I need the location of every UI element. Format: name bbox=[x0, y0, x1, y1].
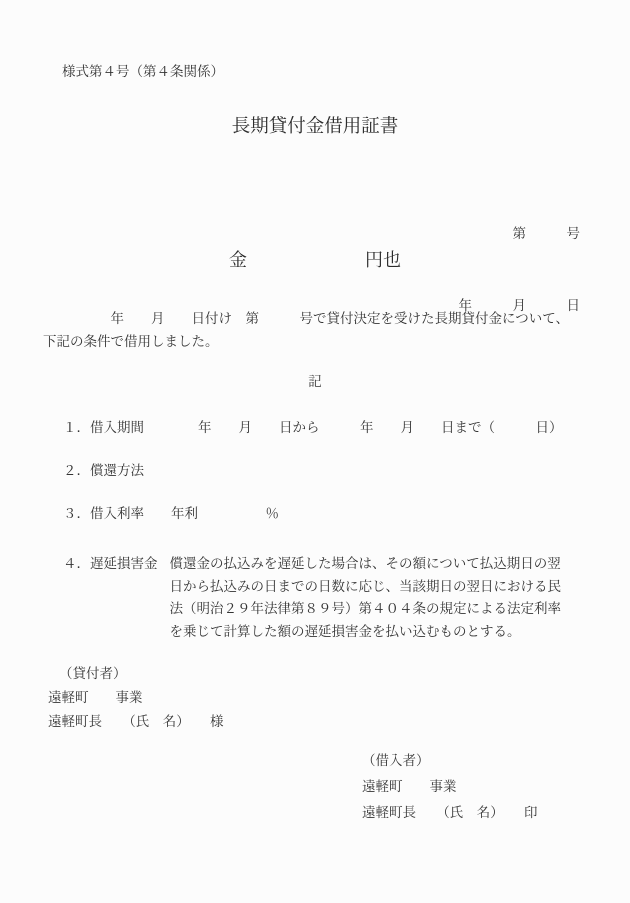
amount-line bbox=[0, 247, 630, 273]
lender-block bbox=[48, 662, 224, 734]
item-late-payment-damages bbox=[63, 553, 561, 643]
item-late-payment-damages-text bbox=[170, 553, 562, 643]
late-damages-line-4: を乗じて計算した額の遅延損害金を払い込むものとする。 bbox=[169, 623, 521, 639]
item-borrowing-period: １．借入期間 年 月 日から 年 月 日まで（ 日） bbox=[63, 420, 563, 435]
record-heading: 記 bbox=[308, 374, 322, 389]
item-repayment-method: ２．償還方法 bbox=[63, 463, 144, 478]
intro-paragraph bbox=[43, 308, 569, 353]
late-damages-line-2: 日から払込みの日までの日数に応じ、当該期日の翌日における民 bbox=[169, 578, 561, 594]
late-damages-line-3: 法（明治２９年法律第８９号）第４０４条の規定による法定利率 bbox=[169, 601, 561, 616]
late-damages-line-1: 償還金の払込みを遅延した場合は、その額について払込期日の翌 bbox=[169, 556, 561, 571]
lender-name-line: 遠軽町長 （氏 名） 様 bbox=[48, 714, 224, 729]
intro-line-2: 下記の条件で借用しました。 bbox=[43, 333, 219, 349]
doc-number-line: 第 号 bbox=[512, 226, 580, 241]
borrower-org-line: 遠軽町 事業 bbox=[362, 779, 457, 794]
amount-prefix: 金 bbox=[229, 250, 247, 270]
item-interest-rate: ３．借入利率 年利 ％ bbox=[63, 506, 279, 521]
form-number: 様式第４号（第４条関係） bbox=[62, 64, 224, 79]
borrower-block bbox=[362, 748, 538, 826]
item-late-payment-damages-label: ４．遅延損害金 bbox=[63, 556, 158, 571]
borrower-heading: （借入者） bbox=[362, 753, 430, 768]
lender-heading: （貸付者） bbox=[59, 666, 127, 681]
page-title: 長期貸付金借用証書 bbox=[231, 117, 399, 137]
lender-org-line: 遠軽町 事業 bbox=[48, 690, 143, 705]
borrower-name-line: 遠軽町長 （氏 名） 印 bbox=[362, 805, 538, 820]
amount-suffix: 円也 bbox=[365, 250, 401, 270]
doc-date-line: 年 月 日 bbox=[458, 298, 580, 313]
intro-line-1: 年 月 日付け 第 号で貸付決定を受けた長期貸付金について、 bbox=[43, 311, 569, 326]
